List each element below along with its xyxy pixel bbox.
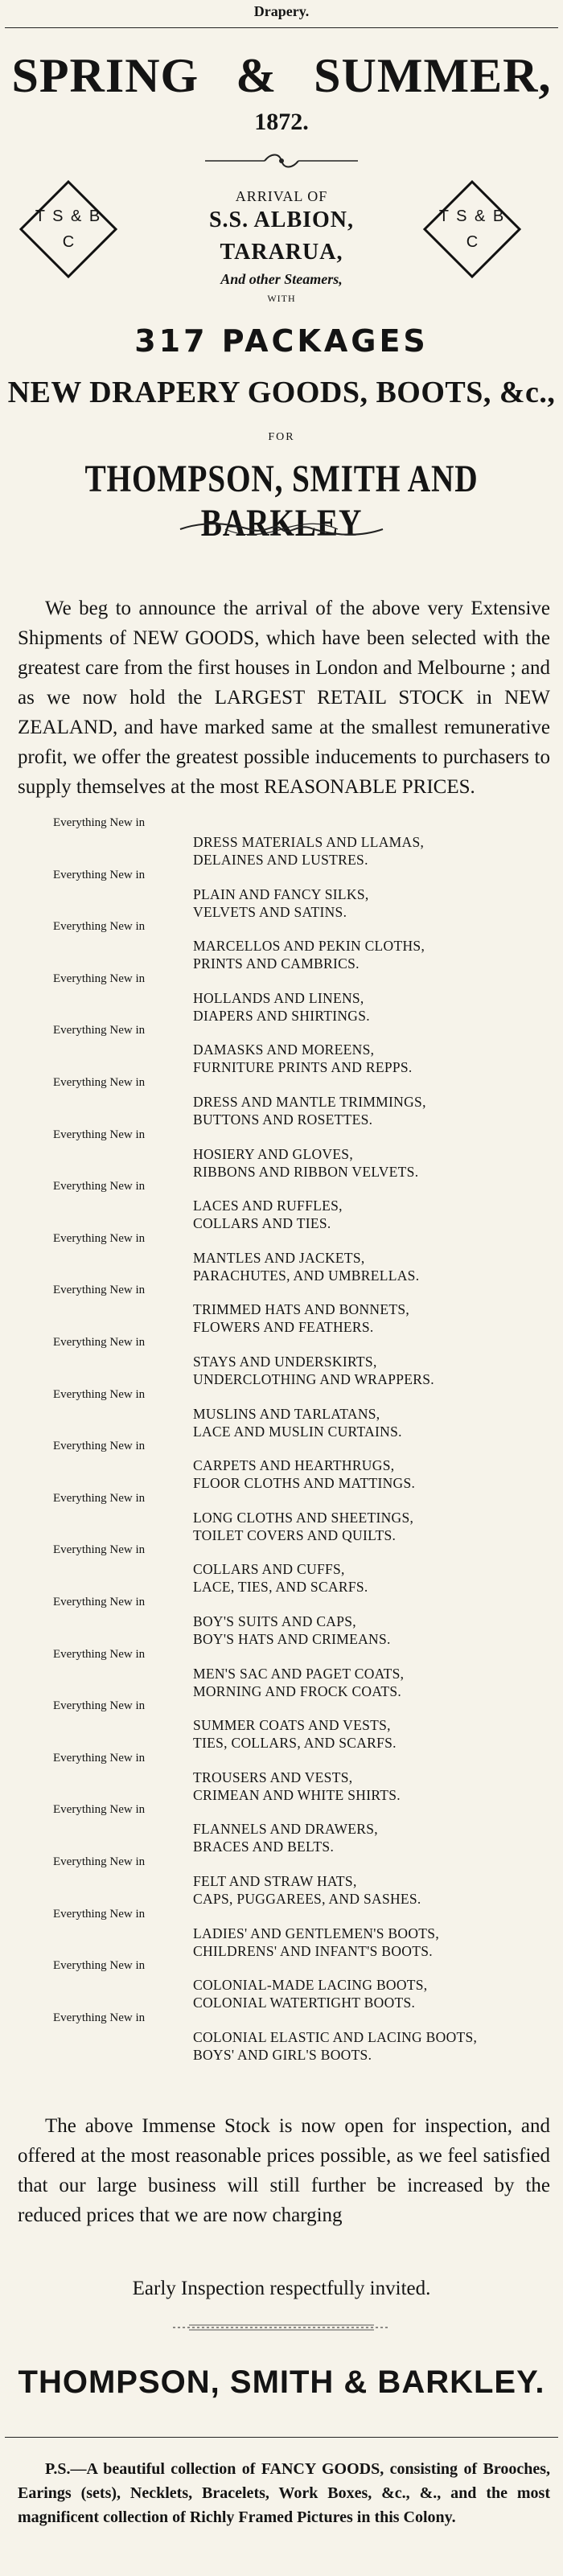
header-rule [5,27,558,28]
flourish-ornament [177,519,386,540]
item-line-2: PARACHUTES, AND UMBRELLAS. [193,1267,420,1284]
list-item [0,2011,563,2063]
item-prefix: Everything New in [53,2011,146,2024]
item-line-1: MUSLINS AND TARLATANS, [193,1405,380,1422]
item-line-1: DRESS MATERIALS AND LLAMAS, [193,834,425,850]
item-prefix: Everything New in [53,1751,146,1765]
item-line-2: CRIMEAN AND WHITE SHIRTS. [193,1786,401,1803]
item-line-2: MORNING AND FROCK COATS. [193,1682,402,1699]
item-line-2: FLOWERS AND FEATHERS. [193,1319,374,1336]
list-item [0,1699,563,1751]
item-line-2: RIBBONS AND RIBBON VELVETS. [193,1163,419,1180]
list-item [0,1440,563,1491]
item-line-2: FLOOR CLOTHS AND MATTINGS. [193,1475,416,1492]
list-item [0,1336,563,1387]
ps-rule [5,2437,558,2438]
other-steamers: And other Steamers, [220,271,343,287]
item-prefix: Everything New in [53,1491,146,1505]
closing-paragraph: The above Immense Stock is now open for inspection, and offered at the most reasonable prices possible, as we feel satisfied that our large business will still further be increased by the reduced prices that we are now charging [18,2115,550,2226]
item-line-2: LACE AND MUSLIN CURTAINS. [193,1423,402,1440]
mark-initials: T S & B [35,207,102,225]
item-prefix: Everything New in [53,1024,146,1037]
item-line-1: HOLLANDS AND LINENS, [193,989,364,1006]
item-prefix: Everything New in [53,1231,146,1245]
item-prefix: Everything New in [53,1803,146,1817]
for-label: FOR [268,431,295,443]
item-line-1: SUMMER COATS AND VESTS, [193,1717,391,1734]
beaded-rule [173,2323,390,2332]
item-line-1: BOY'S SUITS AND CAPS, [193,1613,356,1629]
item-line-2: COLONIAL WATERTIGHT BOOTS. [193,1995,416,2011]
ship-name-albion: S.S. ALBION, [208,207,355,232]
firm-name-signature: THOMPSON, SMITH & BARKLEY. [18,2364,545,2400]
section-header: Drapery. [253,3,310,19]
list-item [0,1232,563,1284]
item-prefix: Everything New in [53,1336,146,1349]
item-line-1: COLONIAL-MADE LACING BOOTS, [193,1977,428,1994]
item-line-1: MANTLES AND JACKETS, [193,1249,365,1266]
item-line-2: PRINTS AND CAMBRICS. [193,955,360,972]
item-line-1: FELT AND STRAW HATS, [193,1873,357,1889]
packages-count: 317 PACKAGES [134,323,429,359]
item-prefix: Everything New in [53,1647,146,1661]
item-prefix: Everything New in [53,920,146,934]
list-item [0,1855,563,1907]
postscript: P.S.—A beautiful collection of FANCY GOODS, consisting of Brooches, Earings (sets), Necklets, Bracelets, Work Boxes, &c., &., and the most magnificent collection of Richly Framed Pictures in this Colony. [18,2460,550,2526]
item-line-1: TROUSERS AND VESTS, [193,1769,353,1785]
item-prefix: Everything New in [53,1180,146,1194]
item-line-2: VELVETS AND SATINS. [193,903,347,920]
item-prefix: Everything New in [53,1596,146,1608]
item-line-2: TOILET COVERS AND QUILTS. [193,1526,397,1543]
item-line-2: UNDERCLOTHING AND WRAPPERS. [193,1371,434,1387]
item-line-2: BOY'S HATS AND CRIMEANS. [193,1631,391,1647]
mark-letter: C [62,233,75,251]
list-item [0,1752,563,1803]
item-line-2: COLLARS AND TIES. [193,1215,331,1232]
scroll-ornament [205,153,358,169]
item-line-1: DRESS AND MANTLE TRIMMINGS, [193,1094,426,1110]
item-prefix: Everything New in [53,1387,146,1401]
item-line-1: COLLARS AND CUFFS, [193,1561,345,1578]
firm-name: THOMPSON, SMITH AND BARKLEY [84,458,479,544]
item-line-2: BOYS' AND GIRL'S BOOTS. [193,2046,372,2063]
mark-initials: T S & B [438,207,506,225]
item-prefix: Everything New in [53,972,146,985]
list-item [0,869,563,920]
list-item [0,1024,563,1075]
item-line-1: HOSIERY AND GLOVES, [193,1145,354,1162]
item-prefix: Everything New in [53,1699,146,1713]
list-item [0,1596,563,1647]
item-line-1: STAYS AND UNDERSKIRTS, [193,1354,377,1370]
item-line-2: FURNITURE PRINTS AND REPPS. [193,1059,413,1076]
list-item [0,1543,563,1595]
item-line-1: LACES AND RUFFLES, [193,1198,343,1214]
arrival-label: ARRIVAL OF [235,188,328,204]
item-prefix: Everything New in [53,1543,146,1557]
list-item [0,1492,563,1543]
list-item [0,1388,563,1440]
new-goods-heading: NEW DRAPERY GOODS, BOOTS, &c., [7,376,556,409]
item-line-1: CARPETS AND HEARTHRUGS, [193,1457,395,1474]
item-prefix: Everything New in [53,1128,146,1141]
item-line-1: COLONIAL ELASTIC AND LACING BOOTS, [193,2028,478,2045]
with-label: WITH [267,293,296,304]
item-prefix: Everything New in [53,816,146,829]
list-item [0,1284,563,1335]
headline-year: 1872. [254,109,309,135]
list-item [0,1180,563,1231]
item-line-2: BUTTONS AND ROSETTES. [193,1111,373,1128]
item-line-2: CHILDRENS' AND INFANT'S BOOTS. [193,1942,433,1959]
item-prefix: Everything New in [53,1440,146,1453]
intro-paragraph: We beg to announce the arrival of the above very Extensive Shipments of NEW GOODS, which have been selected with the greatest care from the first houses in London and Melbourne ; and as we now hold the LARGEST RETAIL STOCK in NEW ZEALAND, and have marked same at the smallest remunerative profit, we offer the greatest possible inducements to purchasers to supply themselves at the most REASONABLE PRICES. [18,598,550,798]
item-line-1: FLANNELS AND DRAWERS, [193,1821,378,1838]
list-item [0,1128,563,1180]
item-line-1: LADIES' AND GENTLEMEN'S BOOTS, [193,1925,439,1941]
item-prefix: Everything New in [53,1959,146,1973]
item-prefix: Everything New in [53,1907,146,1921]
item-line-1: MARCELLOS AND PEKIN CLOTHS, [193,938,425,955]
ship-name-tararua: TARARUA, [220,240,343,265]
item-prefix: Everything New in [53,1284,146,1297]
inspection-invitation: Early Inspection respectfully invited. [132,2278,431,2299]
item-line-1: TRIMMED HATS AND BONNETS, [193,1301,410,1318]
item-line-1: PLAIN AND FANCY SILKS, [193,885,369,902]
list-item [0,1908,563,1959]
list-item [0,1076,563,1128]
list-item [0,1803,563,1855]
headline: SPRING & SUMMER, [11,49,552,102]
list-item [0,1648,563,1699]
item-line-1: LONG CLOTHS AND SHEETINGS, [193,1509,414,1526]
item-line-2: BRACES AND BELTS. [193,1839,335,1855]
list-item [0,920,563,972]
mark-letter: C [466,233,479,251]
item-prefix: Everything New in [53,1855,146,1868]
item-line-2: LACE, TIES, AND SCARFS. [193,1579,368,1596]
item-line-2: DELAINES AND LUSTRES. [193,852,368,868]
list-item [0,972,563,1024]
item-line-1: DAMASKS AND MOREENS, [193,1041,375,1058]
item-prefix: Everything New in [53,868,146,881]
item-line-2: TIES, COLLARS, AND SCARFS. [193,1735,397,1752]
item-line-2: CAPS, PUGGAREES, AND SASHES. [193,1891,421,1907]
list-item [0,816,563,868]
list-item [0,1959,563,2011]
item-line-2: DIAPERS AND SHIRTINGS. [193,1007,370,1024]
item-prefix: Everything New in [53,1076,146,1089]
item-line-1: MEN'S SAC AND PAGET COATS, [193,1665,405,1682]
